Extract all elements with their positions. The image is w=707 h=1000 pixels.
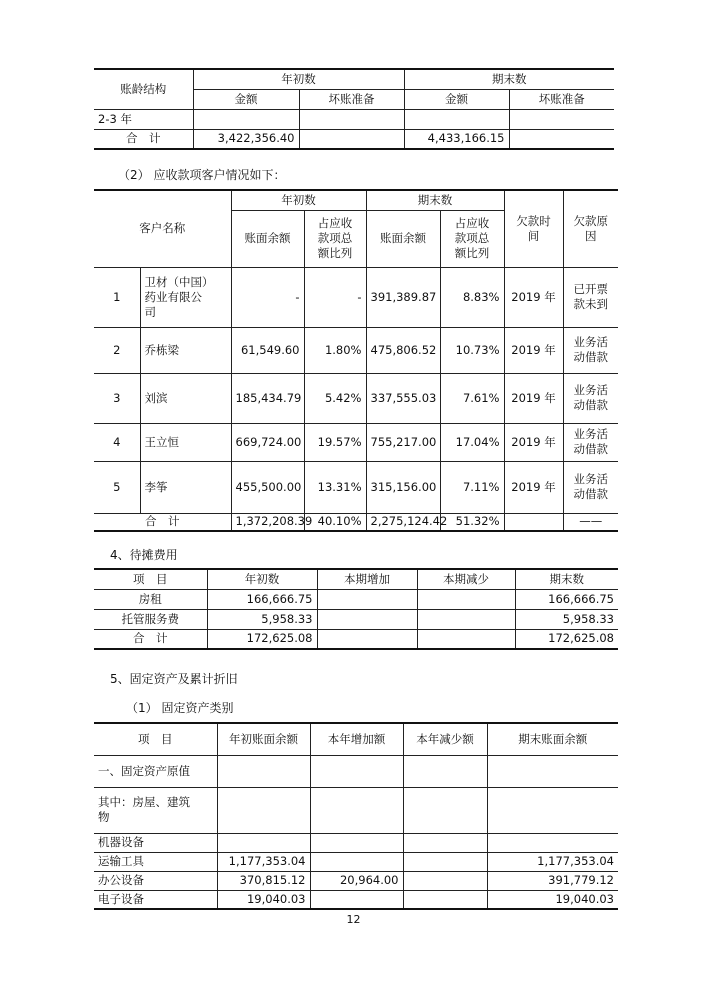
page-number: 12 xyxy=(346,913,361,926)
aging-header-structure: 账龄结构 xyxy=(94,69,193,109)
prepaid-table xyxy=(94,568,618,650)
fixed-header-closing: 期末账面余额 xyxy=(487,723,618,755)
header-close-ratio xyxy=(440,210,504,267)
prepaid-closing: 172,625.08 xyxy=(515,629,618,649)
fixed-increase xyxy=(310,787,403,833)
overdue-time: 2019 年 xyxy=(504,327,563,373)
prepaid-closing: 166,666.75 xyxy=(515,589,618,609)
table-row xyxy=(94,423,618,461)
total-close-balance: 2,275,124.42 xyxy=(366,513,440,531)
prepaid-opening: 5,958.33 xyxy=(207,609,317,629)
table-row xyxy=(94,327,618,373)
aging-cell xyxy=(404,109,509,129)
table-row xyxy=(94,461,618,513)
fixed-opening xyxy=(217,833,310,852)
header-opening: 年初数 xyxy=(231,190,366,210)
row-number: 1 xyxy=(94,267,140,327)
customer-name: 刘滨 xyxy=(140,373,231,423)
aging-cell xyxy=(299,109,404,129)
close-balance: 391,389.87 xyxy=(366,267,440,327)
close-balance: 755,217.00 xyxy=(366,423,440,461)
prepaid-increase xyxy=(317,589,417,609)
fixed-increase xyxy=(310,833,403,852)
name-line: 司 xyxy=(144,304,156,319)
open-balance: 61,549.60 xyxy=(231,327,304,373)
open-ratio: 19.57% xyxy=(304,423,366,461)
overdue-time: 2019 年 xyxy=(504,373,563,423)
fixed-increase: 20,964.00 xyxy=(310,871,403,890)
prepaid-header-closing: 期末数 xyxy=(515,569,618,589)
table-row xyxy=(94,513,618,531)
fixed-header-increase: 本年增加额 xyxy=(310,723,403,755)
prepaid-header-item: 项 目 xyxy=(94,569,207,589)
section-customers-title: （2） 应收款项客户情况如下： xyxy=(118,168,286,182)
fixed-decrease xyxy=(403,787,487,833)
fixed-closing: 391,779.12 xyxy=(487,871,618,890)
aging-header-open-amount: 金额 xyxy=(193,89,299,109)
table-row xyxy=(94,833,618,852)
header-overdue-reason xyxy=(563,190,618,267)
row-number: 3 xyxy=(94,373,140,423)
fixed-decrease xyxy=(403,852,487,871)
reason-line: 业务活 xyxy=(573,383,608,397)
fixed-closing: 1,177,353.04 xyxy=(487,852,618,871)
header-closing: 期末数 xyxy=(366,190,504,210)
open-balance: 455,500.00 xyxy=(231,461,304,513)
fixed-item: 一、固定资产原值 xyxy=(94,755,217,787)
reason-line: 动借款 xyxy=(573,487,608,501)
aging-header-close-amount: 金额 xyxy=(404,89,509,109)
header-line: 间 xyxy=(527,228,540,243)
section-prepaid-title: 4、待摊费用 xyxy=(110,548,178,562)
header-line: 额比列 xyxy=(317,246,353,260)
prepaid-opening: 172,625.08 xyxy=(207,629,317,649)
name-line: 药业有限公 xyxy=(144,289,202,304)
fixed-decrease xyxy=(403,755,487,787)
fixed-header-opening: 年初账面余额 xyxy=(217,723,310,755)
reason-line: 业务活 xyxy=(573,472,608,486)
customers-table xyxy=(94,189,618,532)
fixed-opening: 370,815.12 xyxy=(217,871,310,890)
table-row xyxy=(94,629,618,649)
header-line: 占应收 xyxy=(454,216,490,230)
overdue-time: 2019 年 xyxy=(504,423,563,461)
header-line: 欠款原 xyxy=(573,213,608,228)
customer-name: 乔栋梁 xyxy=(140,327,231,373)
aging-header-open-bad-debt: 坏账准备 xyxy=(299,89,404,109)
fixed-opening: 19,040.03 xyxy=(217,890,310,909)
row-number: 2 xyxy=(94,327,140,373)
open-ratio: - xyxy=(304,267,366,327)
close-balance: 315,156.00 xyxy=(366,461,440,513)
table-row xyxy=(94,589,618,609)
prepaid-header-decrease: 本期减少 xyxy=(417,569,515,589)
close-ratio: 8.83% xyxy=(440,267,504,327)
header-overdue-time xyxy=(504,190,563,267)
close-ratio: 17.04% xyxy=(440,423,504,461)
aging-row-label: 2-3 年 xyxy=(94,109,193,129)
prepaid-item: 合 计 xyxy=(94,629,207,649)
customer-name xyxy=(140,267,231,327)
header-line: 占应收 xyxy=(317,216,353,230)
aging-cell: 4,433,166.15 xyxy=(404,129,509,149)
open-ratio: 5.42% xyxy=(304,373,366,423)
table-row xyxy=(94,890,618,909)
table-row xyxy=(94,109,614,129)
table-row xyxy=(94,852,618,871)
prepaid-decrease xyxy=(417,609,515,629)
prepaid-closing: 5,958.33 xyxy=(515,609,618,629)
table-row xyxy=(94,871,618,890)
prepaid-decrease xyxy=(417,589,515,609)
aging-cell xyxy=(193,109,299,129)
fixed-increase xyxy=(310,852,403,871)
open-balance: 185,434.79 xyxy=(231,373,304,423)
aging-header-closing: 期末数 xyxy=(404,69,614,89)
customer-name: 李筝 xyxy=(140,461,231,513)
aging-total-label: 合 计 xyxy=(94,129,193,149)
reason-line: 业务活 xyxy=(573,335,608,349)
fixed-decrease xyxy=(403,890,487,909)
fixed-decrease xyxy=(403,871,487,890)
close-ratio: 7.61% xyxy=(440,373,504,423)
fixed-decrease xyxy=(403,833,487,852)
header-line: 欠款时 xyxy=(516,213,551,228)
open-balance: - xyxy=(231,267,304,327)
overdue-time: 2019 年 xyxy=(504,461,563,513)
section-fixed-subtitle: （1） 固定资产类别 xyxy=(126,701,234,715)
prepaid-opening: 166,666.75 xyxy=(207,589,317,609)
overdue-time: 2019 年 xyxy=(504,267,563,327)
header-open-balance: 账面余额 xyxy=(231,210,304,267)
aging-cell: 3,422,356.40 xyxy=(193,129,299,149)
reason-line: 动借款 xyxy=(573,350,608,364)
reason-line: 款未到 xyxy=(573,297,608,311)
close-ratio: 7.11% xyxy=(440,461,504,513)
total-close-ratio: 51.32% xyxy=(440,513,504,531)
fixed-opening xyxy=(217,787,310,833)
table-row xyxy=(94,267,618,327)
total-label: 合 计 xyxy=(94,513,231,531)
overdue-reason xyxy=(563,327,618,373)
prepaid-item: 托管服务费 xyxy=(94,609,207,629)
fixed-increase xyxy=(310,890,403,909)
header-customer-name: 客户名称 xyxy=(94,190,231,267)
fixed-header-item: 项 目 xyxy=(94,723,217,755)
close-ratio: 10.73% xyxy=(440,327,504,373)
aging-cell xyxy=(299,129,404,149)
prepaid-increase xyxy=(317,609,417,629)
open-ratio: 13.31% xyxy=(304,461,366,513)
fixed-item: 办公设备 xyxy=(94,871,217,890)
prepaid-decrease xyxy=(417,629,515,649)
fixed-header-decrease: 本年减少额 xyxy=(403,723,487,755)
row-number: 4 xyxy=(94,423,140,461)
total-open-balance: 1,372,208.39 xyxy=(231,513,304,531)
reason-line: 动借款 xyxy=(573,442,608,456)
total-time xyxy=(504,513,563,531)
fixed-closing xyxy=(487,755,618,787)
fixed-increase xyxy=(310,755,403,787)
aging-table xyxy=(94,68,614,150)
table-row xyxy=(94,609,618,629)
aging-header-opening: 年初数 xyxy=(193,69,404,89)
fixed-closing xyxy=(487,833,618,852)
prepaid-item: 房租 xyxy=(94,589,207,609)
item-line: 其中：房屋、建筑 xyxy=(98,795,190,809)
prepaid-increase xyxy=(317,629,417,649)
header-close-balance: 账面余额 xyxy=(366,210,440,267)
overdue-reason xyxy=(563,423,618,461)
fixed-item: 运输工具 xyxy=(94,852,217,871)
item-line: 物 xyxy=(98,810,110,824)
name-line: 卫材（中国） xyxy=(144,274,214,289)
prepaid-header-increase: 本期增加 xyxy=(317,569,417,589)
table-row xyxy=(94,755,618,787)
aging-cell xyxy=(509,109,614,129)
header-line: 因 xyxy=(585,228,597,243)
close-balance: 475,806.52 xyxy=(366,327,440,373)
overdue-reason xyxy=(563,267,618,327)
total-reason: —— xyxy=(563,513,618,531)
total-open-ratio: 40.10% xyxy=(304,513,366,531)
reason-line: 已开票 xyxy=(573,282,608,296)
header-line: 款项总 xyxy=(454,231,490,245)
header-open-ratio xyxy=(304,210,366,267)
fixed-closing: 19,040.03 xyxy=(487,890,618,909)
close-balance: 337,555.03 xyxy=(366,373,440,423)
open-balance: 669,724.00 xyxy=(231,423,304,461)
prepaid-header-opening: 年初数 xyxy=(207,569,317,589)
reason-line: 业务活 xyxy=(573,427,608,441)
fixed-item: 电子设备 xyxy=(94,890,217,909)
customer-name: 王立恒 xyxy=(140,423,231,461)
reason-line: 动借款 xyxy=(573,398,608,412)
table-row xyxy=(94,373,618,423)
fixed-opening: 1,177,353.04 xyxy=(217,852,310,871)
overdue-reason xyxy=(563,461,618,513)
fixed-closing xyxy=(487,787,618,833)
aging-header-close-bad-debt: 坏账准备 xyxy=(509,89,614,109)
header-line: 额比列 xyxy=(454,246,490,260)
fixed-item xyxy=(94,787,217,833)
table-row xyxy=(94,787,618,833)
aging-cell xyxy=(509,129,614,149)
fixed-opening xyxy=(217,755,310,787)
section-fixed-title: 5、固定资产及累计折旧 xyxy=(110,672,238,686)
fixed-assets-table xyxy=(94,722,618,910)
open-ratio: 1.80% xyxy=(304,327,366,373)
table-row xyxy=(94,129,614,149)
overdue-reason xyxy=(563,373,618,423)
header-line: 款项总 xyxy=(317,231,353,245)
fixed-item: 机器设备 xyxy=(94,833,217,852)
row-number: 5 xyxy=(94,461,140,513)
